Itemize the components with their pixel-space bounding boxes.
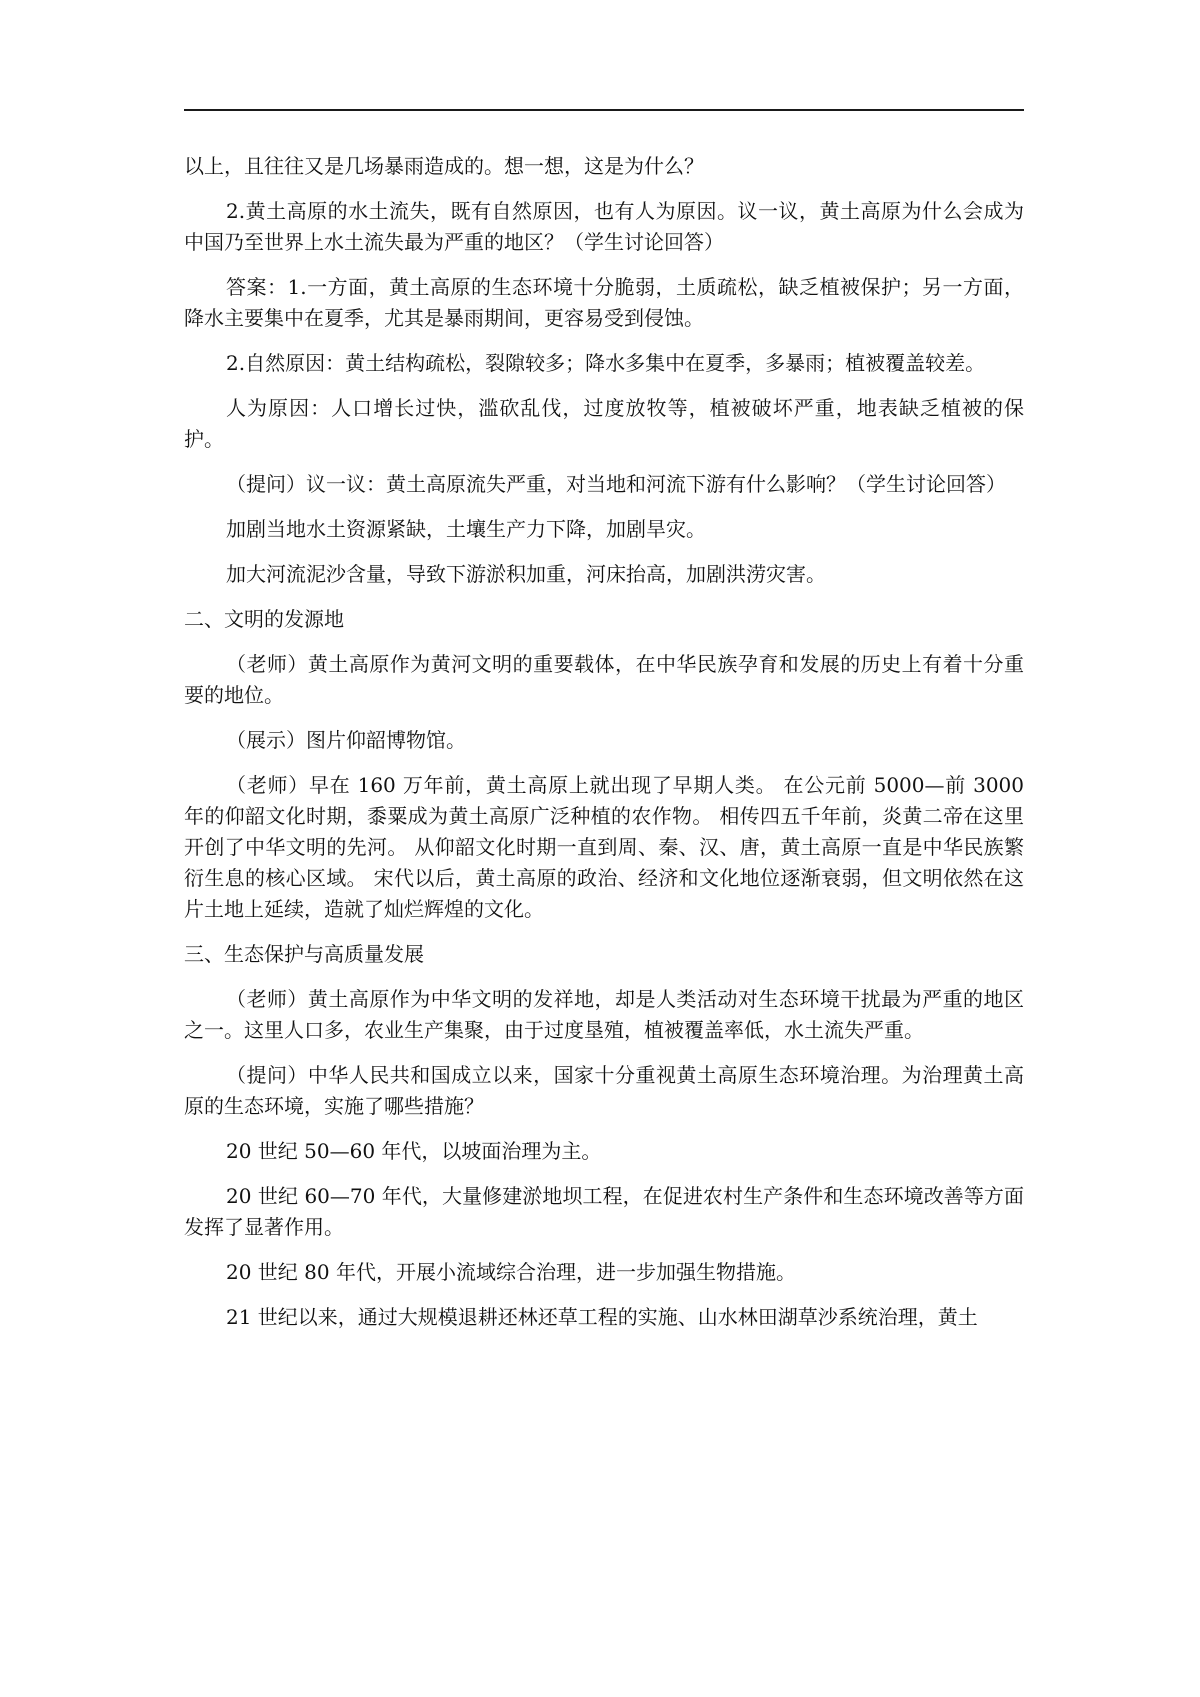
paragraph-1950s: 20 世纪 50—60 年代，以坡面治理为主。 bbox=[226, 1139, 602, 1163]
paragraph-impact-local: 加剧当地水土资源紧缺，土壤生产力下降，加剧旱灾。 bbox=[226, 517, 706, 541]
section-heading-ecology: 三、生态保护与高质量发展 bbox=[184, 942, 424, 966]
paragraph-teacher-ecology: （老师）黄土高原作为中华文明的发祥地，却是人类活动对生态环境干扰最为严重的地区之一。这里人口多，农业生产集聚，由于过度垦殖，植被覆盖率低，水土流失严重。 bbox=[184, 987, 1024, 1042]
paragraph-1980s: 20 世纪 80 年代，开展小流域综合治理，进一步加强生物措施。 bbox=[226, 1260, 796, 1284]
paragraph-1960s: 20 世纪 60—70 年代，大量修建淤地坝工程，在促进农村生产条件和生态环境改善等方面发挥了显著作用。 bbox=[184, 1184, 1024, 1239]
paragraph-question-measures: （提问）中华人民共和国成立以来，国家十分重视黄土高原生态环境治理。为治理黄土高原的生态环境，实施了哪些措施？ bbox=[184, 1063, 1024, 1118]
paragraph-teacher-intro: （老师）黄土高原作为黄河文明的重要载体，在中华民族孕育和发展的历史上有着十分重要的地位。 bbox=[184, 652, 1024, 707]
paragraph-impact-downstream: 加大河流泥沙含量，导致下游淤积加重，河床抬高，加剧洪涝灾害。 bbox=[226, 562, 826, 586]
paragraph-answer-2-human: 人为原因：人口增长过快，滥砍乱伐，过度放牧等，植被破坏严重，地表缺乏植被的保护。 bbox=[184, 396, 1024, 451]
paragraph-teacher-history: （老师）早在 160 万年前，黄土高原上就出现了早期人类。 在公元前 5000—前 3000 年的仰韶文化时期，黍粟成为黄土高原广泛种植的农作物。 相传四五千年前，炎黄二帝在这里开创了中华文明的先河。 从仰韶文化时期一直到周、秦、汉、唐，黄土高原一直是中华民族繁衍生息的核心区域。 宋代以后，黄土高原的政治、经济和文化地位逐渐衰弱，但文明依然在这片土地上延续，造就了灿烂辉煌的文化。 bbox=[184, 773, 1031, 921]
header-rule bbox=[184, 109, 1024, 111]
paragraph-answer-2-natural: 2.自然原因：黄土结构疏松，裂隙较多；降水多集中在夏季，多暴雨；植被覆盖较差。 bbox=[226, 351, 986, 375]
document-body bbox=[184, 151, 1031, 1347]
paragraph-continuation: 以上，且往往又是几场暴雨造成的。想一想，这是为什么？ bbox=[184, 154, 704, 178]
paragraph-question-impact: （提问）议一议：黄土高原流失严重，对当地和河流下游有什么影响？（学生讨论回答） bbox=[226, 472, 1006, 496]
paragraph-21st-century: 21 世纪以来，通过大规模退耕还林还草工程的实施、山水林田湖草沙系统治理，黄土 bbox=[226, 1305, 978, 1329]
paragraph-show-museum: （展示）图片仰韶博物馆。 bbox=[226, 728, 466, 752]
paragraph-question-2: 2.黄土高原的水土流失，既有自然原因，也有人为原因。议一议，黄土高原为什么会成为中国乃至世界上水土流失最为严重的地区？（学生讨论回答） bbox=[184, 199, 1024, 254]
section-heading-civilization: 二、文明的发源地 bbox=[184, 607, 344, 631]
paragraph-answer-1: 答案：1.一方面，黄土高原的生态环境十分脆弱，土质疏松，缺乏植被保护；另一方面，降水主要集中在夏季，尤其是暴雨期间，更容易受到侵蚀。 bbox=[184, 275, 1024, 330]
